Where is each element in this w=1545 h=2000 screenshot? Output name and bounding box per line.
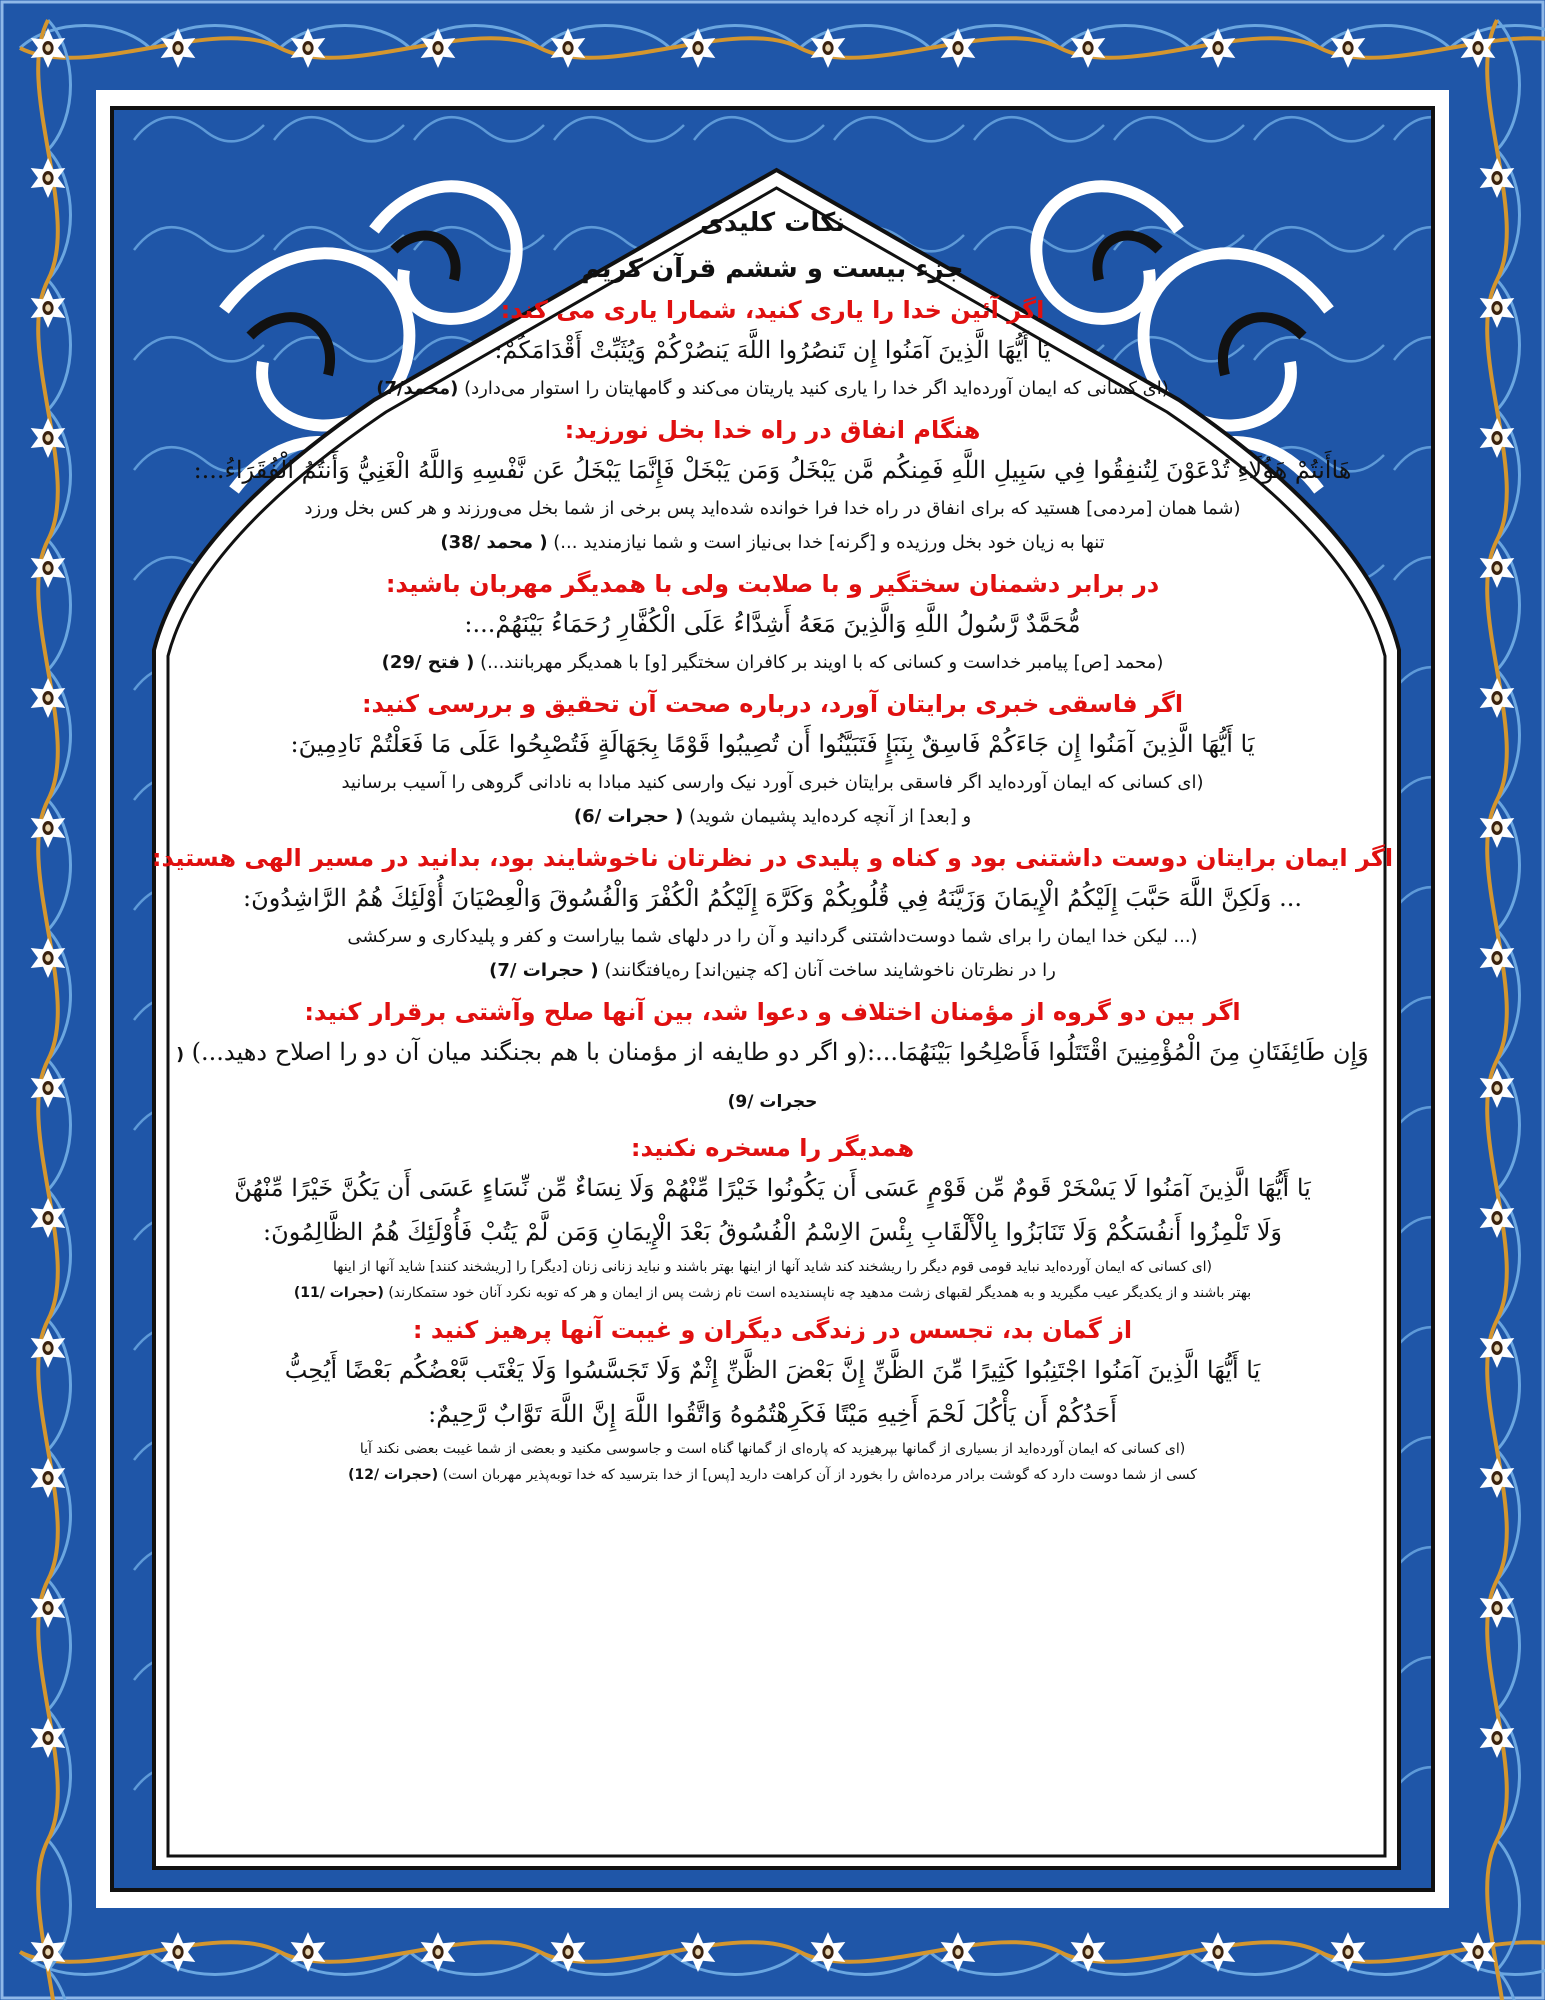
document-content bbox=[150, 200, 1395, 1860]
quran-verse bbox=[150, 328, 1395, 372]
key-point-section bbox=[150, 686, 1395, 834]
persian-translation bbox=[150, 1462, 1395, 1488]
section-heading: اگر ایمان برایتان دوست داشتنی بود و کناه و پلیدی در نظرتان ناخوشایند بود، بدانید در مسیر الهی هستید: bbox=[151, 844, 1394, 872]
section-heading: در برابر دشمنان سختگیر و با صلابت ولی با همدیگر مهربان باشید: bbox=[385, 570, 1160, 598]
surah-reference: (محمد/7) bbox=[376, 378, 459, 399]
verse-text: وَإِن طَائِفَتَانِ مِنَ الْمُؤْمِنِينَ اقْتَتَلُوا فَأَصْلِحُوا بَيْنَهُمَا...:(و اگر دو طایفه از مؤمنان با هم بجنگند میان آن دو را اصلاح دهید...) bbox=[191, 1038, 1369, 1066]
verse-text: وَلَا تَلْمِزُوا أَنفُسَكُمْ وَلَا تَنَابَزُوا بِالْأَلْقَابِ بِئْسَ الاِسْمُ الْفُسُوقُ بَعْدَ الْإِيمَانِ وَمَن لَّمْ يَتُبْ فَأُوْلَئِكَ هُمُ الظَّالِمُونَ: bbox=[263, 1218, 1282, 1246]
translation-text: (ای کسانی که ایمان آورده‌اید اگر خدا را یاری کنید یاریتان می‌کند و گامهایتان را استوار می‌دارد) bbox=[464, 378, 1169, 399]
quran-verse bbox=[150, 1030, 1395, 1124]
translation-text: (ای کسانی که ایمان آورده‌اید از بسیاری از گمانها بپرهیزید که پاره‌ای از گمانها گناه است و جاسوسی مکنید و بعضی از شما غیبت بعضی نکند آیا bbox=[359, 1441, 1186, 1457]
persian-translation bbox=[150, 526, 1395, 560]
section-heading: از گمان بد، تجسس در زندگی دیگران و غیبت آنها پرهیز کنید : bbox=[412, 1316, 1133, 1344]
key-point-section bbox=[150, 566, 1395, 680]
page-title: نکات کلیدی bbox=[699, 208, 846, 238]
quran-verse bbox=[150, 448, 1395, 492]
surah-reference: (حجرات /12) bbox=[348, 1467, 439, 1483]
verse-text: هَاأَنتُمْ هَؤُلَاءِ تُدْعَوْنَ لِتُنفِقُوا فِي سَبِيلِ اللَّهِ فَمِنكُم مَّن يَبْخَلُ وَمَن يَبْخَلْ فَإِنَّمَا يَبْخَلُ عَن نَّفْسِهِ وَاللَّهُ الْغَنِيُّ وَأَنتُمُ الْفُقَرَاءُ...: bbox=[193, 456, 1352, 484]
key-point-section bbox=[150, 994, 1395, 1124]
key-point-section bbox=[150, 292, 1395, 406]
persian-translation bbox=[150, 492, 1395, 526]
section-heading: اگر آئین خدا را یاری کنید، شمارا یاری می کند: bbox=[500, 296, 1045, 324]
verse-text: يَا أَيُّهَا الَّذِينَ آمَنُوا إِن جَاءَكُمْ فَاسِقٌ بِنَبَإٍ فَتَبَيَّنُوا أَن تُصِيبُوا قَوْمًا بِجَهَالَةٍ فَتُصْبِحُوا عَلَى مَا فَعَلْتُمْ نَادِمِينَ: bbox=[290, 730, 1255, 758]
surah-reference: ( حجرات /6) bbox=[573, 806, 684, 827]
translation-text: کسی از شما دوست دارد که گوشت برادر مرده‌اش را بخورد از آن کراهت دارید [پس] از خدا بترسید که خدا توبه‌پذیر مهربان است) bbox=[442, 1467, 1197, 1483]
surah-reference: ( حجرات /7) bbox=[489, 960, 599, 981]
verse-text: ... وَلَكِنَّ اللَّهَ حَبَّبَ إِلَيْكُمُ الْإِيمَانَ وَزَيَّنَهُ فِي قُلُوبِكُمْ وَكَرَّهَ إِلَيْكُمُ الْكُفْرَ وَالْفُسُوقَ وَالْعِصْيَانَ أُوْلَئِكَ هُمُ الرَّاشِدُونَ: bbox=[242, 884, 1303, 912]
quran-verse bbox=[150, 602, 1395, 646]
key-point-section bbox=[150, 412, 1395, 560]
quran-verse bbox=[150, 722, 1395, 766]
persian-translation bbox=[150, 1254, 1395, 1280]
surah-reference: (حجرات /11) bbox=[293, 1285, 384, 1301]
persian-translation bbox=[150, 766, 1395, 800]
translation-text: (... لیکن خدا ایمان را برای شما دوست‌داشتنی گردانید و آن را در دلهای شما بیاراست و کفر و پلیدکاری و سرکشی bbox=[347, 926, 1198, 947]
translation-text: (ای کسانی که ایمان آورده‌اید نباید قومی قوم دیگر را ریشخند کند شاید آنها از اینها بهتر باشند و نباید زنانی زنان [دیگر] را [ریشخند کنند] شاید آنها از اینها bbox=[332, 1259, 1213, 1275]
key-point-section bbox=[150, 1312, 1395, 1488]
persian-translation bbox=[150, 1280, 1395, 1306]
quran-verse bbox=[150, 1166, 1395, 1210]
section-heading: همدیگر را مسخره نکنید: bbox=[630, 1134, 915, 1162]
verse-text: يَا أَيُّهَا الَّذِينَ آمَنُوا لَا يَسْخَرْ قَومٌ مِّن قَوْمٍ عَسَى أَن يَكُونُوا خَيْرًا مِّنْهُمْ وَلَا نِسَاءٌ مِّن نِّسَاءٍ عَسَى أَن يَكُنَّ خَيْرًا مِّنْهُنَّ bbox=[234, 1174, 1311, 1202]
key-point-section bbox=[150, 840, 1395, 988]
translation-text: را در نظرتان ناخوشایند ساخت آنان [که چنین‌اند] ره‌یافتگانند) bbox=[604, 960, 1056, 981]
key-point-section bbox=[150, 1130, 1395, 1306]
translation-text: (شما همان [مردمی] هستید که برای انفاق در راه خدا فرا خوانده شده‌اید پس برخی از شما بخل می‌ورزند و هر کس بخل ورزد bbox=[304, 498, 1241, 519]
verse-text: أَحَدُكُمْ أَن يَأْكُلَ لَحْمَ أَخِيهِ مَيْتًا فَكَرِهْتُمُوهُ وَاتَّقُوا اللَّهَ إِنَّ اللَّهَ تَوَّابٌ رَّحِيمٌ: bbox=[428, 1400, 1117, 1428]
page-subtitle: جزء بیست و ششم قرآن کریم bbox=[581, 254, 964, 284]
section-heading: هنگام انفاق در راه خدا بخل نورزید: bbox=[564, 416, 981, 444]
surah-reference: ( محمد /38) bbox=[440, 532, 548, 553]
persian-translation bbox=[150, 1436, 1395, 1462]
translation-text: بهتر باشند و از یکدیگر عیب مگیرید و به همدیگر لقبهای زشت مدهید چه ناپسندیده است نام زشت پس از ایمان و هر که توبه نکرد آنان خود ستمکارند) bbox=[388, 1285, 1252, 1301]
verse-text: يَا أَيُّهَا الَّذِينَ آمَنُوا إِن تَنصُرُوا اللَّهَ يَنصُرْكُمْ وَيُثَبِّتْ أَقْدَامَكُمْ: bbox=[494, 336, 1051, 364]
verse-text: يَا أَيُّهَا الَّذِينَ آمَنُوا اجْتَنِبُوا كَثِيرًا مِّنَ الظَّنِّ إِنَّ بَعْضَ الظَّنِّ إِثْمٌ وَلَا تَجَسَّسُوا وَلَا يَغْتَب بَّعْضُكُم بَعْضًا أَيُحِبُّ bbox=[284, 1356, 1261, 1384]
persian-translation bbox=[150, 954, 1395, 988]
persian-translation bbox=[150, 372, 1395, 406]
translation-text: و [بعد] از آنچه کرده‌اید پشیمان شوید) bbox=[689, 806, 972, 827]
verse-text: مُّحَمَّدٌ رَّسُولُ اللَّهِ وَالَّذِينَ مَعَهُ أَشِدَّاءُ عَلَى الْكُفَّارِ رُحَمَاءُ بَيْنَهُمْ...: bbox=[464, 610, 1081, 638]
persian-translation bbox=[150, 800, 1395, 834]
section-heading: اگر فاسقی خبری برایتان آورد، درباره صحت آن تحقیق و بررسی کنید: bbox=[361, 690, 1184, 718]
translation-text: تنها به زیان خود بخل ورزیده و [گرنه] خدا بی‌نیاز است و شما نیازمندید ...) bbox=[553, 532, 1105, 553]
key-points-list bbox=[150, 292, 1395, 1488]
quran-verse bbox=[150, 1210, 1395, 1254]
persian-translation bbox=[150, 920, 1395, 954]
translation-text: (ای کسانی که ایمان آورده‌اید اگر فاسقی برایتان خبری آورد نیک وارسی کنید مبادا به نادانی گروهی را آسیب برسانید bbox=[341, 772, 1204, 793]
quran-verse bbox=[150, 1392, 1395, 1436]
quran-verse bbox=[150, 1348, 1395, 1392]
persian-translation bbox=[150, 646, 1395, 680]
surah-reference: ( فتح /29) bbox=[381, 652, 475, 673]
surah-reference: ( حجرات /9) bbox=[176, 1045, 818, 1112]
section-heading: اگر بین دو گروه از مؤمنان اختلاف و دعوا شد، بین آنها صلح وآشتی برقرار کنید: bbox=[304, 998, 1241, 1026]
quran-verse bbox=[150, 876, 1395, 920]
translation-text: (محمد [ص] پیامبر خداست و کسانی که با اویند بر کافران سختگیر [و] با همدیگر مهربانند...) bbox=[480, 652, 1164, 673]
